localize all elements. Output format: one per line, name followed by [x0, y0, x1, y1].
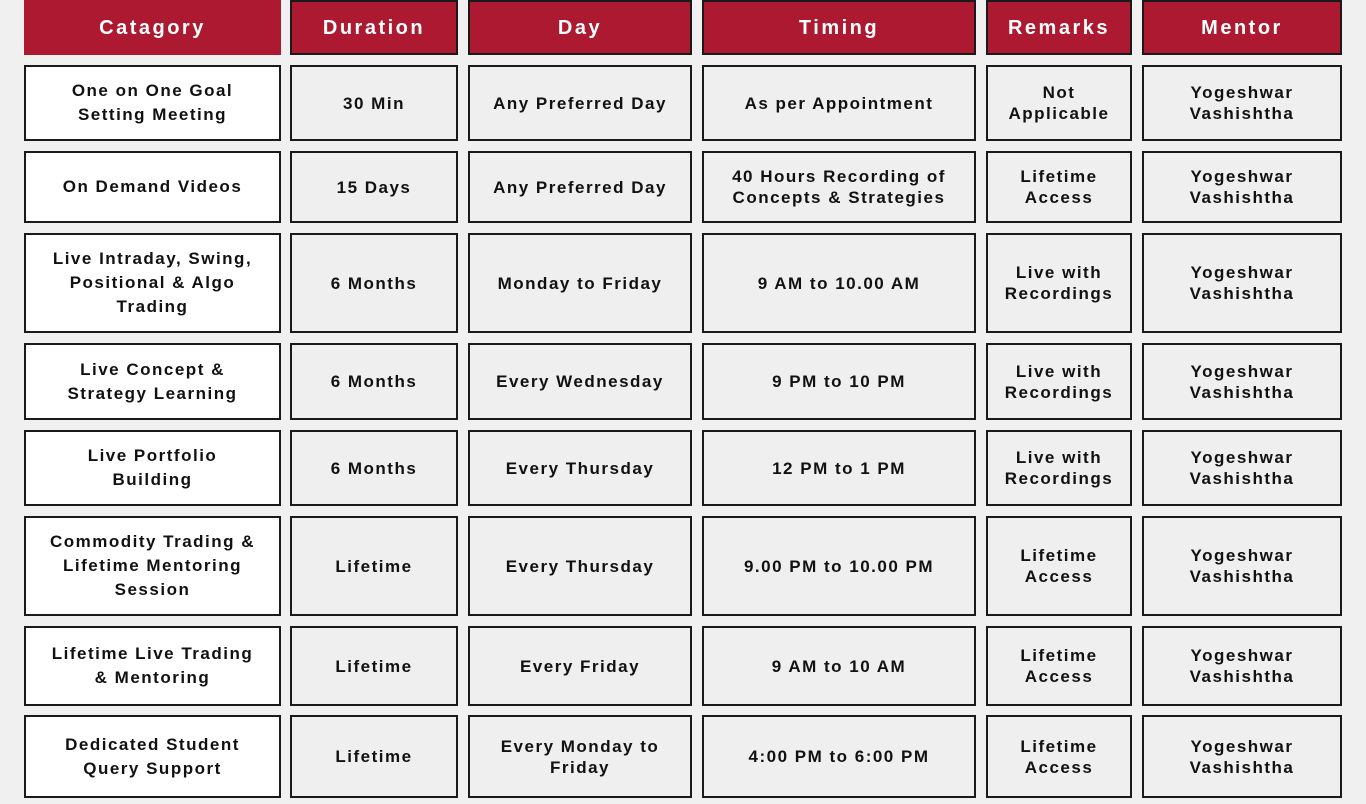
table-cell-category: One on One Goal Setting Meeting [24, 65, 281, 141]
table-cell-mentor: Yogeshwar Vashishtha [1142, 343, 1342, 420]
table-cell-mentor: Yogeshwar Vashishtha [1142, 626, 1342, 706]
table-cell-remarks: Live with Recordings [986, 430, 1132, 506]
table-cell-day: Every Friday [468, 626, 692, 706]
table-cell-duration: 6 Months [290, 430, 458, 506]
table-cell-category: On Demand Videos [24, 151, 281, 223]
table-cell-timing: 40 Hours Recording of Concepts & Strategies [702, 151, 976, 223]
table-cell-mentor: Yogeshwar Vashishtha [1142, 516, 1342, 616]
table-cell-timing: As per Appointment [702, 65, 976, 141]
table-cell-remarks: Lifetime Access [986, 715, 1132, 798]
table-cell-remarks: Lifetime Access [986, 516, 1132, 616]
table-cell-mentor: Yogeshwar Vashishtha [1142, 715, 1342, 798]
table-cell-day: Monday to Friday [468, 233, 692, 333]
table-cell-category: Live Portfolio Building [24, 430, 281, 506]
table-cell-category: Live Intraday, Swing, Positional & Algo Trading [24, 233, 281, 333]
table-cell-category: Lifetime Live Trading & Mentoring [24, 626, 281, 706]
table-cell-remarks: Lifetime Access [986, 151, 1132, 223]
table-cell-remarks: Not Applicable [986, 65, 1132, 141]
table-cell-duration: Lifetime [290, 516, 458, 616]
table-cell-timing: 9 AM to 10.00 AM [702, 233, 976, 333]
header-timing: Timing [702, 0, 976, 55]
table-cell-category: Commodity Trading & Lifetime Mentoring Session [24, 516, 281, 616]
table-cell-day: Every Monday to Friday [468, 715, 692, 798]
table-cell-remarks: Live with Recordings [986, 343, 1132, 420]
table-cell-duration: 6 Months [290, 233, 458, 333]
table-cell-mentor: Yogeshwar Vashishtha [1142, 430, 1342, 506]
table-cell-day: Every Thursday [468, 516, 692, 616]
table-cell-timing: 9 PM to 10 PM [702, 343, 976, 420]
table-cell-duration: 30 Min [290, 65, 458, 141]
table-cell-duration: 6 Months [290, 343, 458, 420]
table-cell-timing: 9.00 PM to 10.00 PM [702, 516, 976, 616]
table-cell-category: Dedicated Student Query Support [24, 715, 281, 798]
header-mentor: Mentor [1142, 0, 1342, 55]
header-remarks: Remarks [986, 0, 1132, 55]
table-cell-category: Live Concept & Strategy Learning [24, 343, 281, 420]
table-cell-timing: 9 AM to 10 AM [702, 626, 976, 706]
table-cell-remarks: Lifetime Access [986, 626, 1132, 706]
table-cell-timing: 4:00 PM to 6:00 PM [702, 715, 976, 798]
table-cell-timing: 12 PM to 1 PM [702, 430, 976, 506]
table-cell-duration: Lifetime [290, 715, 458, 798]
table-cell-day: Every Thursday [468, 430, 692, 506]
table-cell-duration: 15 Days [290, 151, 458, 223]
table-cell-mentor: Yogeshwar Vashishtha [1142, 65, 1342, 141]
table-cell-duration: Lifetime [290, 626, 458, 706]
table-cell-remarks: Live with Recordings [986, 233, 1132, 333]
table-cell-mentor: Yogeshwar Vashishtha [1142, 233, 1342, 333]
header-duration: Duration [290, 0, 458, 55]
table-cell-mentor: Yogeshwar Vashishtha [1142, 151, 1342, 223]
table-cell-day: Any Preferred Day [468, 151, 692, 223]
header-day: Day [468, 0, 692, 55]
header-category: Catagory [24, 0, 281, 55]
table-cell-day: Every Wednesday [468, 343, 692, 420]
table-cell-day: Any Preferred Day [468, 65, 692, 141]
